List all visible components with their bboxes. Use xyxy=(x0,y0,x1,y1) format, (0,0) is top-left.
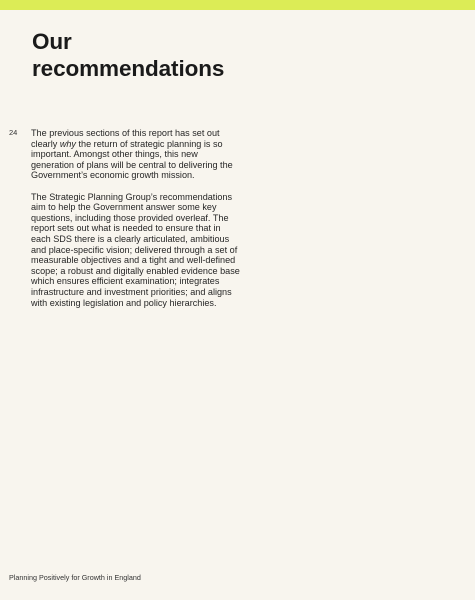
page-title xyxy=(32,28,292,82)
body-text xyxy=(31,128,241,308)
paragraph-intro-end: the return of strategic planning is so important. Amongst other things, this new generation of plans will be central to delivering the Government’s economic growth mission. xyxy=(31,138,233,181)
top-accent-band xyxy=(0,0,475,10)
page-number: 24 xyxy=(9,128,18,137)
paragraph-intro-start: The previous sections of this report has set out clearly xyxy=(31,128,220,149)
footer-report-title: Planning Positively for Growth in England xyxy=(9,573,141,582)
page-title-line: Our xyxy=(32,29,72,54)
page-title-line: recommendations xyxy=(32,56,225,81)
emphasis-why: why xyxy=(59,138,76,149)
paragraph-intro xyxy=(31,128,241,181)
paragraph-recommendations: The Strategic Planning Group’s recommendations aim to help the Government answer some key questions, including those provided overleaf. The report sets out what is needed to ensure that in each SDS there is a clearly articulated, ambitious and place-specific vision; delivered through a set of measurable objectives and a tight and well-defined scope; a robust and digitally enabled evidence base which ensures efficient examination; integrates infrastructure and investment priorities; and aligns with existing legislation and policy hierarchies. xyxy=(31,191,240,308)
